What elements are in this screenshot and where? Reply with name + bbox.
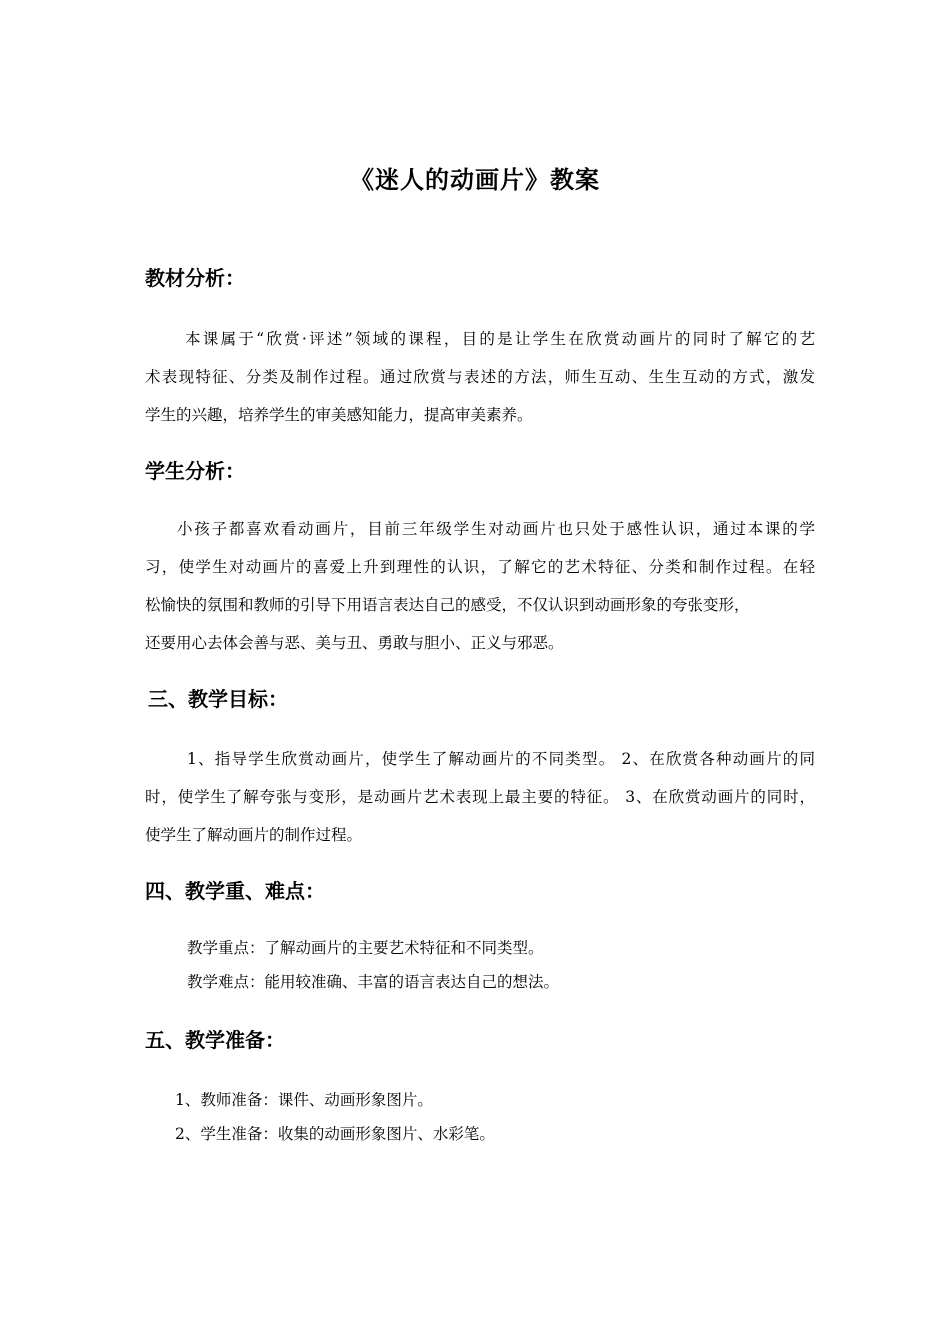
section-body-preparation (145, 1083, 815, 1151)
paragraph-line: 本课属于“欣赏·评述”领域的课程，目的是让学生在欣赏动画片的同时了解它的艺 (185, 330, 815, 348)
paragraph-line: 学生的兴趣，培养学生的审美感知能力，提高审美素养。 (145, 406, 533, 424)
paragraph-line: 使学生了解动画片的制作过程。 (145, 826, 363, 844)
section-body-goals (145, 740, 815, 854)
key-point-line: 教学重点：了解动画片的主要艺术特征和不同类型。 (187, 939, 544, 957)
paragraph-line: 松愉快的氛围和教师的引导下用语言表达自己的感受，不仅认识到动画形象的夸张变形， (145, 596, 750, 614)
difficulty-line: 教学难点：能用较准确、丰富的语言表达自己的想法。 (187, 973, 560, 991)
section-heading-preparation: 五、教学准备： (145, 1028, 285, 1052)
section-body-key-points (145, 931, 815, 999)
paragraph-line: 还要用心去体会善与恶、美与丑、勇敢与胆小、正义与邪恶。 (145, 634, 564, 652)
paragraph-line: 1、指导学生欣赏动画片，使学生了解动画片的不同类型。 2、在欣赏各种动画片的同 (187, 750, 815, 768)
paragraph-line: 时，使学生了解夸张与变形，是动画片艺术表现上最主要的特征。 3、在欣赏动画片的同时， (145, 788, 815, 806)
section-heading-goals: 三、教学目标： (148, 687, 288, 711)
paragraph-line: 习，使学生对动画片的喜爱上升到理性的认识，了解它的艺术特征、分类和制作过程。在轻 (145, 558, 815, 576)
section-heading-students: 学生分析： (145, 459, 245, 483)
preparation-student-line: 2、学生准备：收集的动画形象图片、水彩笔。 (175, 1125, 495, 1143)
page-title: 《迷人的动画片》教案 (350, 165, 600, 194)
section-heading-key-points: 四、教学重、难点： (145, 879, 325, 903)
preparation-teacher-line: 1、教师准备：课件、动画形象图片。 (175, 1091, 433, 1109)
section-body-material (145, 320, 815, 434)
paragraph-line: 小孩子都喜欢看动画片，目前三年级学生对动画片也只处于感性认识，通过本课的学 (177, 520, 815, 538)
section-heading-material: 教材分析： (145, 266, 245, 290)
paragraph-line: 术表现特征、分类及制作过程。通过欣赏与表述的方法，师生互动、生生互动的方式，激发 (145, 368, 815, 386)
section-body-students (145, 510, 815, 662)
